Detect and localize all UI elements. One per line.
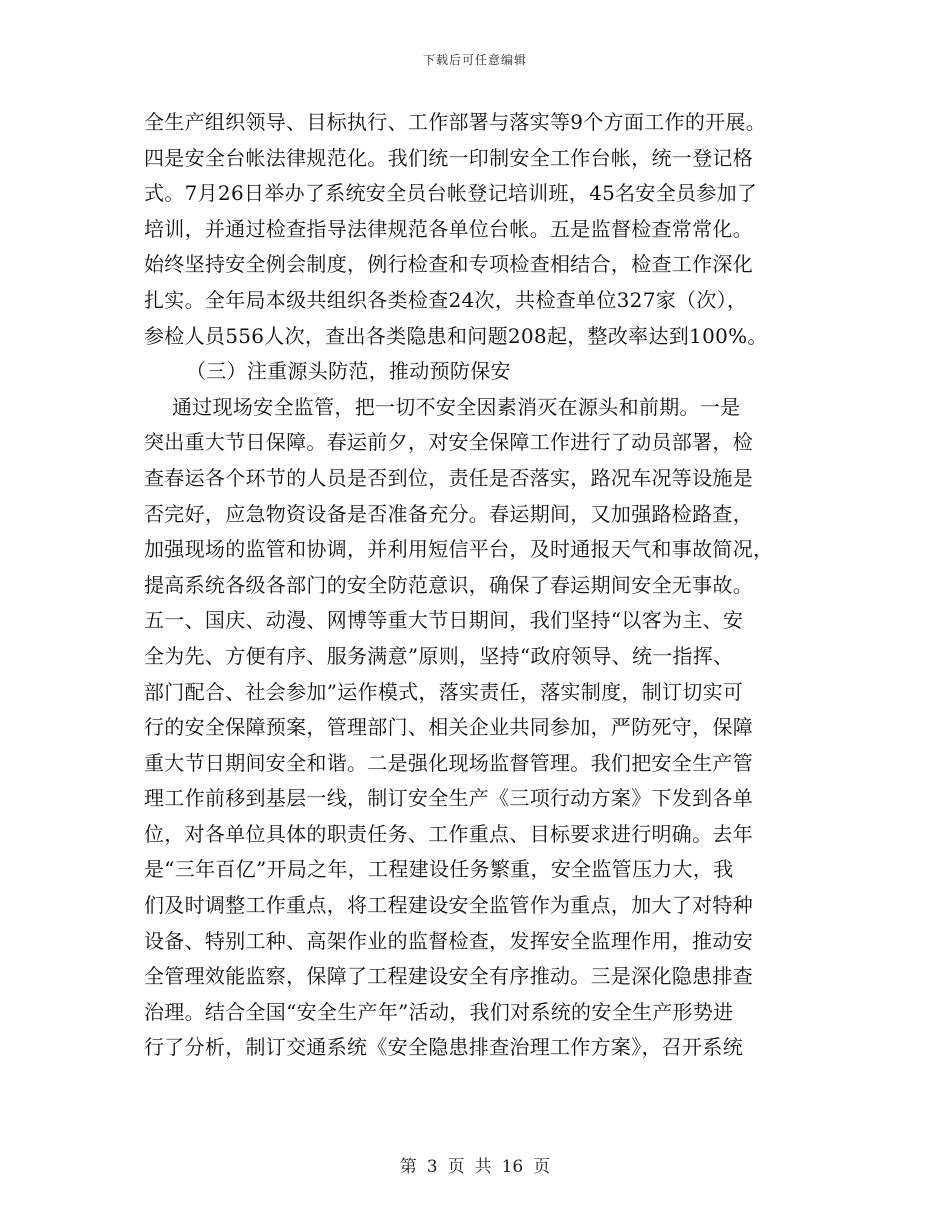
body-line: 是“三年百亿”开局之年，工程建设任务繁重，安全监管压力大，我 — [144, 857, 734, 882]
current-page-number: 3 — [426, 1157, 438, 1177]
body-line: 突出重大节日保障。春运前夕，对安全保障工作进行了动员部署，检 — [144, 430, 753, 455]
body-line: 行了分析，制订交通系统《安全隐患排查治理工作方案》，召开系统 — [144, 1035, 743, 1060]
page-number-suffix: 页 — [533, 1157, 551, 1177]
body-line: 治理。结合全国“安全生产年”活动，我们对系统的安全生产形势进 — [144, 999, 734, 1024]
body-line: 始终坚持安全例会制度，例行检查和专项检查相结合，检查工作深化 — [144, 252, 753, 277]
body-line: 否完好，应急物资设备是否准备充分。春运期间，又加强路检路查， — [144, 501, 753, 526]
page-total-join: 共 — [474, 1157, 492, 1177]
page-number-prefix: 第 — [399, 1157, 417, 1177]
body-line: 提高系统各级各部门的安全防范意识，确保了春运期间安全无事故。 — [144, 572, 753, 597]
document-body — [144, 105, 806, 1066]
body-line: 们及时调整工作重点，将工程建设安全监管作为重点，加大了对特种 — [144, 893, 753, 918]
body-line: 加强现场的监管和协调，并利用短信平台，及时通报天气和事故简况， — [144, 537, 774, 562]
page-footer — [0, 1156, 950, 1178]
body-line: 设备、特别工种、高架作业的监督检查，发挥安全监理作用，推动安 — [144, 928, 753, 953]
body-line: 查春运各个环节的人员是否到位，责任是否落实，路况车况等设施是 — [144, 465, 753, 490]
body-line: 式。7月26日举办了系统安全员台帐登记培训班，45名安全员参加了 — [144, 181, 758, 206]
body-line: 全生产组织领导、目标执行、工作部署与落实等9个方面工作的开展。 — [144, 110, 767, 134]
body-line: 四是安全台帐法律规范化。我们统一印制安全工作台帐，统一登记格 — [144, 145, 753, 170]
body-line: 部门配合、社会参加”运作模式，落实责任，落实制度，制订切实可 — [144, 679, 744, 704]
total-page-number: 16 — [501, 1157, 524, 1177]
page-unit: 页 — [447, 1157, 465, 1177]
paragraph-first-line: 通过现场安全监管，把一切不安全因素消灭在源头和前期。一是 — [172, 394, 741, 419]
body-line: 全管理效能监察，保障了工程建设安全有序推动。三是深化隐患排查 — [144, 964, 753, 989]
section-heading: （三）注重源头防范，推动预防保安 — [186, 359, 511, 384]
body-line: 重大节日期间安全和谐。二是强化现场监督管理。我们把安全生产管 — [144, 750, 753, 775]
page-header: 下载后可任意编辑 — [422, 53, 527, 67]
body-line: 行的安全保障预案，管理部门、相关企业共同参加，严防死守，保障 — [144, 715, 753, 740]
body-line: 理工作前移到基层一线，制订安全生产《三项行动方案》下发到各单 — [144, 786, 753, 811]
body-line: 五一、国庆、动漫、网博等重大节日期间，我们坚持“以客为主、安 — [144, 608, 744, 633]
body-line: 全为先、方便有序、服务满意”原则，坚持“政府领导、统一指挥、 — [144, 643, 734, 668]
body-line: 位，对各单位具体的职责任务、工作重点、目标要求进行明确。去年 — [144, 821, 753, 846]
body-line: 扎实。全年局本级共组织各类检查24次，共检查单位327家（次）， — [144, 287, 748, 312]
body-line: 培训，并通过检查指导法律规范各单位台帐。五是监督检查常常化。 — [144, 216, 753, 241]
body-line: 参检人员556人次，查出各类隐患和问题208起，整改率达到100%。 — [144, 323, 768, 348]
